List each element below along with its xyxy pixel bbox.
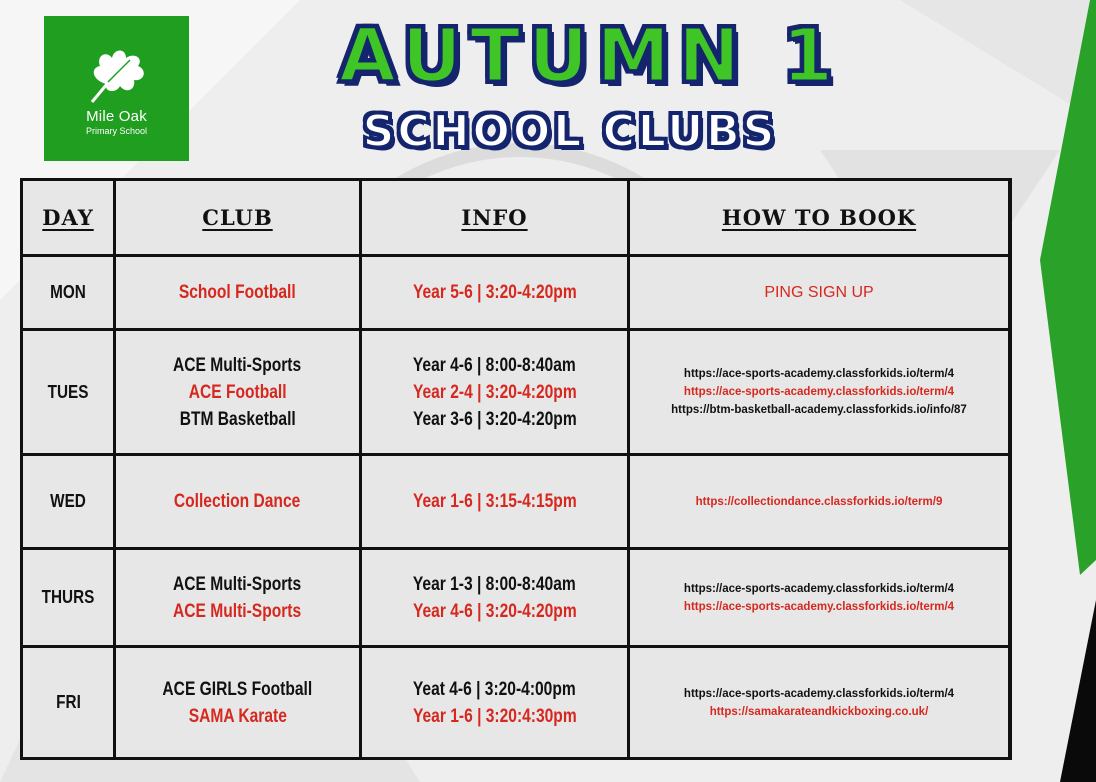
booking-link[interactable]: https://btm-basketball-academy.classforkids.io/info/87	[671, 404, 967, 416]
page-subtitle: SCHOOL CLUBS	[362, 106, 778, 157]
day-cell	[23, 257, 113, 328]
day-label: FRI	[55, 692, 81, 712]
club-info: Year 3-6 | 3:20-4:20pm	[412, 408, 577, 430]
club-name: Collection Dance	[174, 491, 301, 512]
club-name: School Football	[179, 282, 296, 303]
booking-link[interactable]: https://ace-sports-academy.classforkids.io/term/4	[683, 368, 955, 380]
club-name: BTM Basketball	[179, 408, 296, 430]
booking-link[interactable]: https://collectiondance.classforkids.io/term/9	[695, 495, 943, 508]
logo-subtitle: Primary School	[85, 126, 148, 136]
header-club-cell	[116, 181, 359, 254]
header-book: HOW TO BOOK	[721, 205, 917, 230]
club-info: Year 4-6 | 8:00-8:40am	[413, 354, 576, 376]
booking-link[interactable]: https://samakarateandkickboxing.co.uk/	[709, 705, 929, 718]
oak-leaf-icon	[82, 44, 150, 106]
club-info: Year 2-4 | 3:20-4:20pm	[412, 381, 577, 403]
info-cell	[362, 331, 627, 453]
club-cell	[116, 550, 359, 645]
day-label: MON	[50, 282, 86, 302]
day-cell	[23, 550, 113, 645]
header-club: CLUB	[202, 205, 273, 230]
header-book-cell	[630, 181, 1008, 254]
club-info: Yeat 4-6 | 3:20-4:00pm	[413, 678, 576, 700]
day-label: TUES	[47, 381, 89, 402]
clubs-table	[20, 178, 1012, 760]
club-cell	[116, 257, 359, 328]
club-name: ACE Football	[188, 381, 287, 403]
day-cell	[23, 456, 113, 547]
book-cell	[630, 257, 1008, 328]
club-info: Year 1-3 | 8:00-8:40am	[413, 573, 576, 595]
club-name: ACE GIRLS Football	[162, 678, 313, 700]
info-cell	[362, 550, 627, 645]
booking-link[interactable]: https://ace-sports-academy.classforkids.io/term/4	[683, 600, 955, 613]
logo-name: Mile Oak	[86, 108, 147, 125]
book-cell	[630, 648, 1008, 757]
info-cell	[362, 257, 627, 328]
header-day-cell	[23, 181, 113, 254]
book-cell	[630, 331, 1008, 453]
club-cell	[116, 648, 359, 757]
info-cell	[362, 456, 627, 547]
club-info: Year 1-6 | 3:15-4:15pm	[412, 491, 577, 512]
club-info: Year 4-6 | 3:20-4:20pm	[412, 600, 577, 622]
header-info-cell	[362, 181, 627, 254]
header-info: INFO	[461, 205, 528, 230]
club-name: ACE Multi-Sports	[173, 573, 302, 595]
day-label: WED	[50, 491, 86, 511]
book-cell	[630, 550, 1008, 645]
club-name: ACE Multi-Sports	[173, 600, 302, 622]
club-name: ACE Multi-Sports	[173, 354, 302, 376]
school-logo	[44, 16, 189, 161]
book-cell	[630, 456, 1008, 547]
day-cell	[23, 648, 113, 757]
booking-link[interactable]: https://ace-sports-academy.classforkids.io/term/4	[683, 687, 955, 700]
club-cell	[116, 331, 359, 453]
club-info: Year 1-6 | 3:20:4:30pm	[412, 705, 577, 727]
booking-link[interactable]: https://ace-sports-academy.classforkids.io/term/4	[683, 582, 955, 595]
black-stripe	[1060, 600, 1096, 782]
day-label: THURS	[41, 587, 95, 607]
booking-link[interactable]: https://ace-sports-academy.classforkids.io/term/4	[683, 386, 955, 398]
header-day: DAY	[42, 205, 94, 230]
info-cell	[362, 648, 627, 757]
club-cell	[116, 456, 359, 547]
day-cell	[23, 331, 113, 453]
club-name: SAMA Karate	[188, 705, 287, 727]
page-title: AUTUMN 1	[338, 13, 842, 99]
club-info: Year 5-6 | 3:20-4:20pm	[412, 282, 577, 303]
booking-signup-text: PING SIGN UP	[764, 283, 874, 301]
